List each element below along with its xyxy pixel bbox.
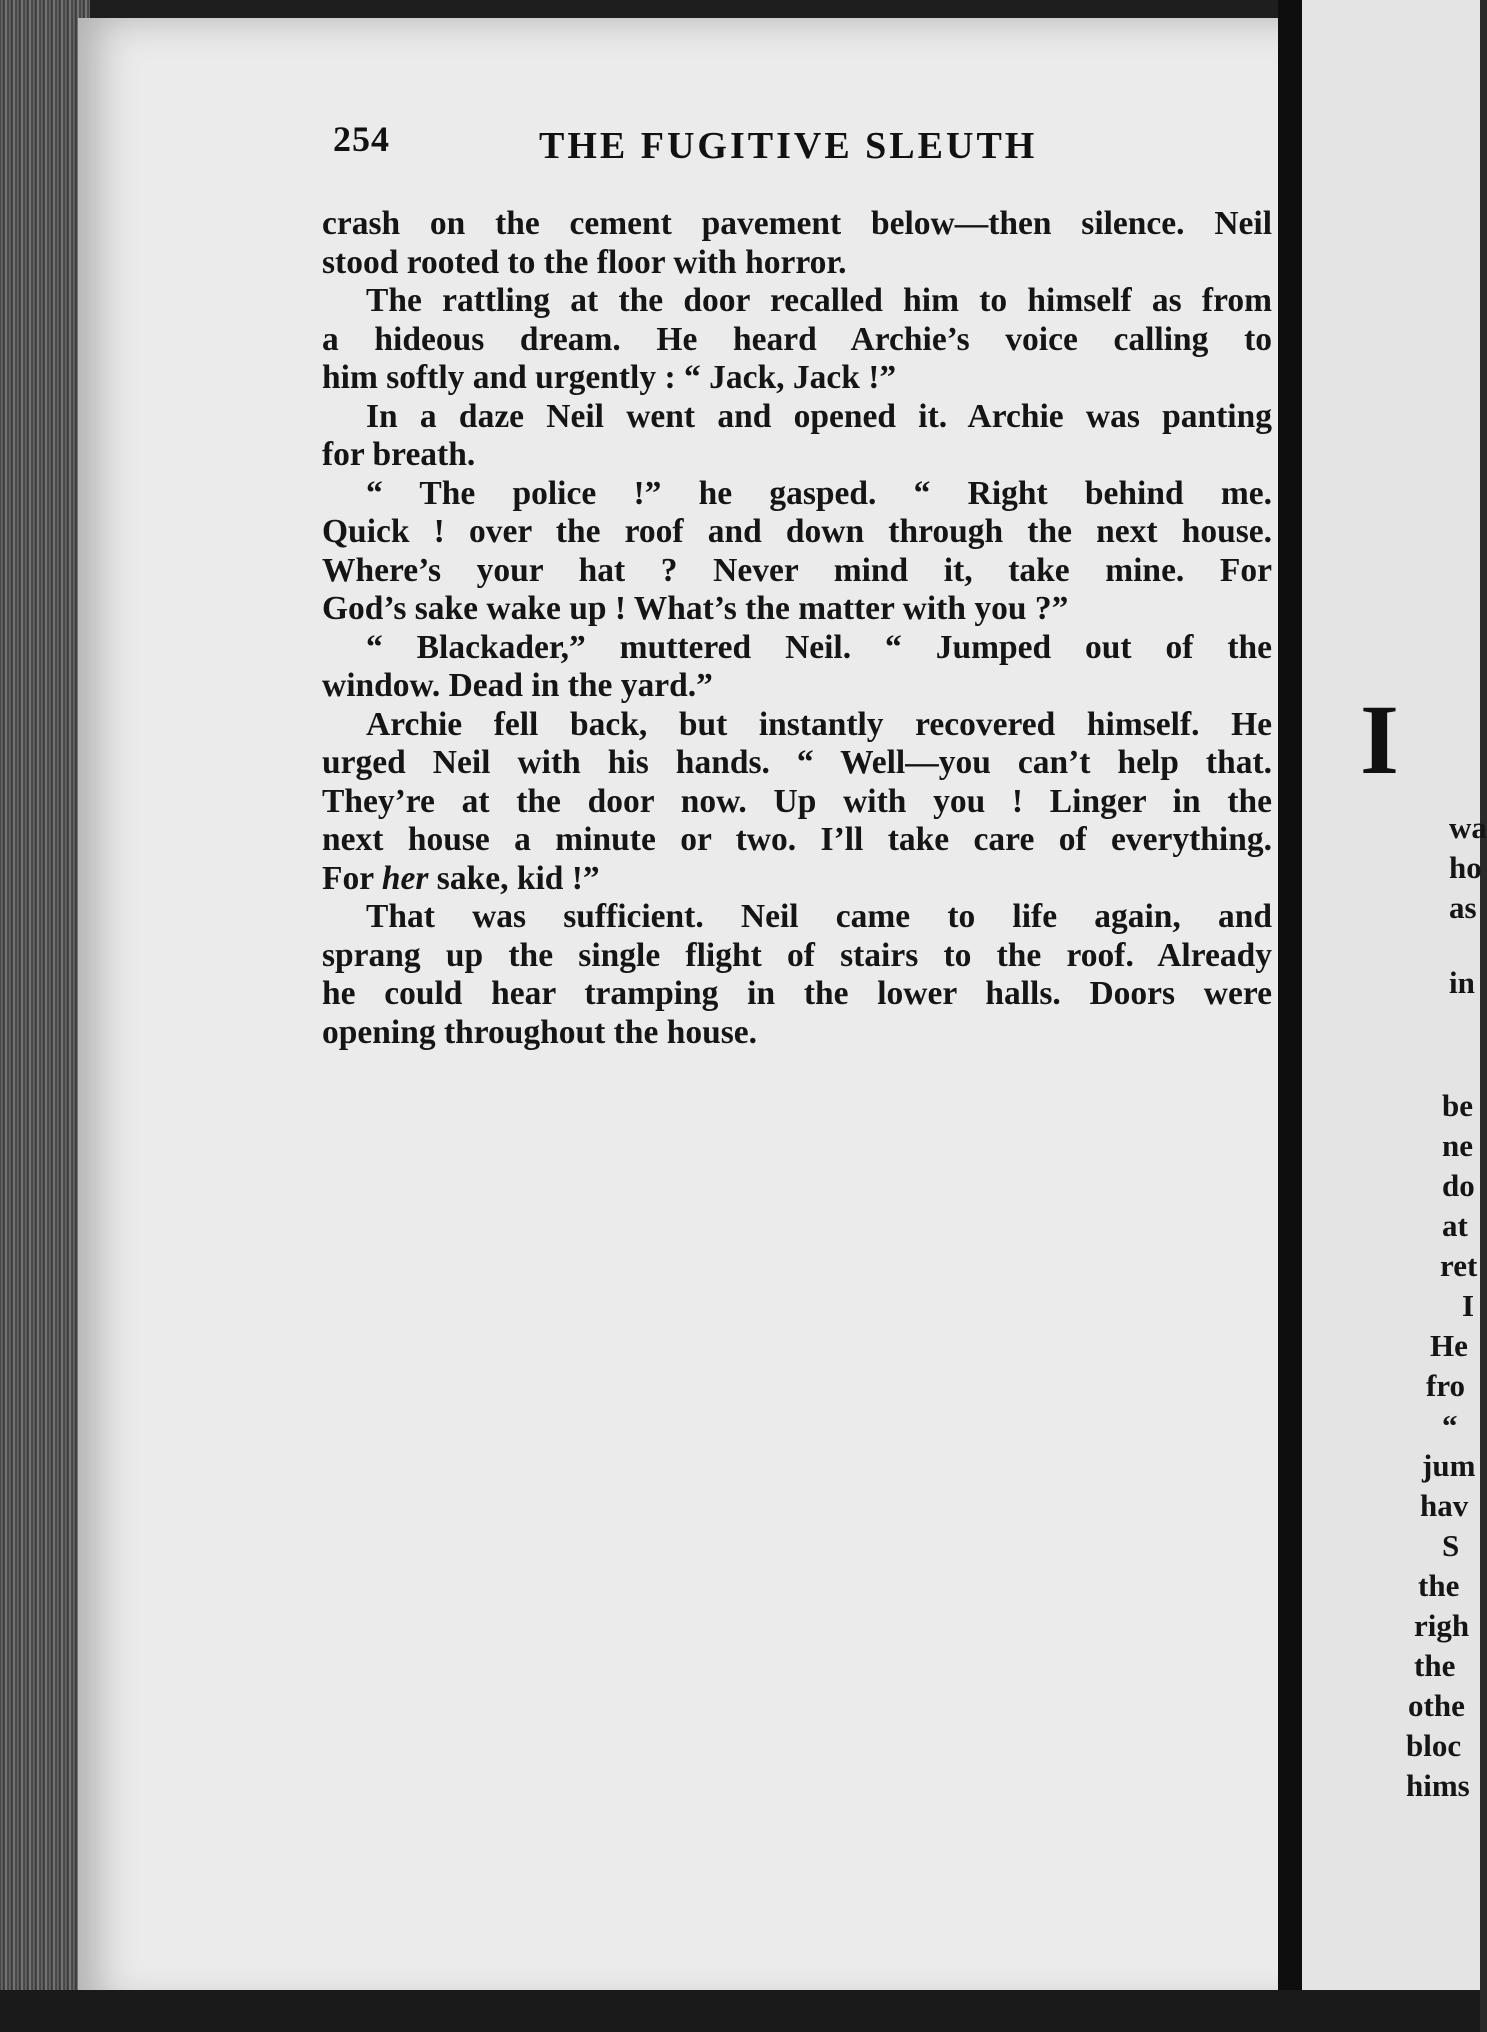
- right-page-line-fragment: ret: [1440, 1248, 1478, 1283]
- text-line: opening throughout the house.: [322, 1013, 757, 1051]
- right-page-line-fragment: bloc: [1406, 1728, 1462, 1763]
- right-page-line-fragment: He: [1430, 1328, 1468, 1363]
- right-page-line-fragment: ho: [1449, 850, 1482, 885]
- page-number: 254: [333, 119, 390, 159]
- right-page-line-fragment: the: [1414, 1648, 1456, 1683]
- right-page-line-fragment: jum: [1422, 1448, 1476, 1483]
- text-line: he could hear tramping in the lower halls. Doors were: [322, 975, 1272, 1012]
- text-line: stood rooted to the floor with horror.: [322, 243, 847, 281]
- right-page-line-fragment: righ: [1414, 1608, 1470, 1643]
- right-page-drop-cap: I: [1360, 684, 1399, 795]
- right-page-line-fragment: be: [1442, 1088, 1473, 1123]
- running-title: THE FUGITIVE SLEUTH: [539, 125, 1038, 167]
- book-gutter: [1278, 0, 1302, 2032]
- right-page-line-fragment: I: [1462, 1288, 1475, 1323]
- right-page-line-fragment: fro: [1426, 1368, 1466, 1403]
- right-page-line-fragment: hav: [1420, 1488, 1469, 1523]
- book-page-edges: [0, 0, 90, 2032]
- text-line: “ The police !” he gasped. “ Right behind me.: [366, 474, 1272, 512]
- right-page-line-fragment: “: [1442, 1408, 1458, 1443]
- text-line: In a daze Neil went and opened it. Archie was panting: [366, 397, 1272, 435]
- right-page-line-fragment: hims: [1406, 1768, 1470, 1803]
- text-line: For her sake, kid !”: [322, 859, 600, 897]
- text-line: for breath.: [322, 436, 476, 473]
- body-text: [322, 205, 1272, 1052]
- running-head: [333, 118, 1273, 178]
- text-line: next house a minute or two. I’ll take care of everything.: [322, 821, 1272, 858]
- right-page-line-fragment: at: [1442, 1208, 1468, 1243]
- right-page-line-fragment: ne: [1442, 1128, 1473, 1163]
- text-line: “ Blackader,” muttered Neil. “ Jumped out of the: [366, 628, 1272, 666]
- text-line: Where’s your hat ? Never mind it, take mine. For: [322, 551, 1272, 589]
- text-line: The rattling at the door recalled him to himself as from: [366, 282, 1272, 319]
- text-line: They’re at the door now. Up with you ! Linger in the: [322, 782, 1272, 820]
- right-page-line-fragment: do: [1442, 1168, 1475, 1203]
- text-line: sprang up the single flight of stairs to the roof. Already: [322, 936, 1272, 974]
- right-page-line-fragment: the: [1418, 1568, 1460, 1603]
- text-line: Quick ! over the roof and down through the next house.: [322, 513, 1272, 550]
- right-page-line-fragment: in: [1449, 965, 1475, 1000]
- text-line: God’s sake wake up ! What’s the matter with you ?”: [322, 590, 1069, 627]
- right-page-line-fragment: S: [1442, 1528, 1460, 1563]
- text-line: crash on the cement pavement below—then silence. Neil: [322, 205, 1272, 242]
- right-page-line-fragment: othe: [1408, 1688, 1465, 1723]
- text-line: That was sufficient. Neil came to life again, and: [366, 898, 1272, 935]
- right-page-line-fragment: as: [1449, 890, 1477, 925]
- right-page-fragments: [1302, 0, 1487, 2032]
- text-line: window. Dead in the yard.”: [322, 667, 713, 704]
- text-line: him softly and urgently : “ Jack, Jack !”: [322, 359, 897, 396]
- text-line: urged Neil with his hands. “ Well—you can’t help that.: [322, 744, 1272, 781]
- right-page-line-fragment: wa: [1449, 810, 1487, 845]
- text-line: a hideous dream. He heard Archie’s voice calling to: [322, 320, 1272, 358]
- text-line: Archie fell back, but instantly recovered himself. He: [366, 705, 1272, 743]
- bottom-shadow: [0, 1990, 1480, 2032]
